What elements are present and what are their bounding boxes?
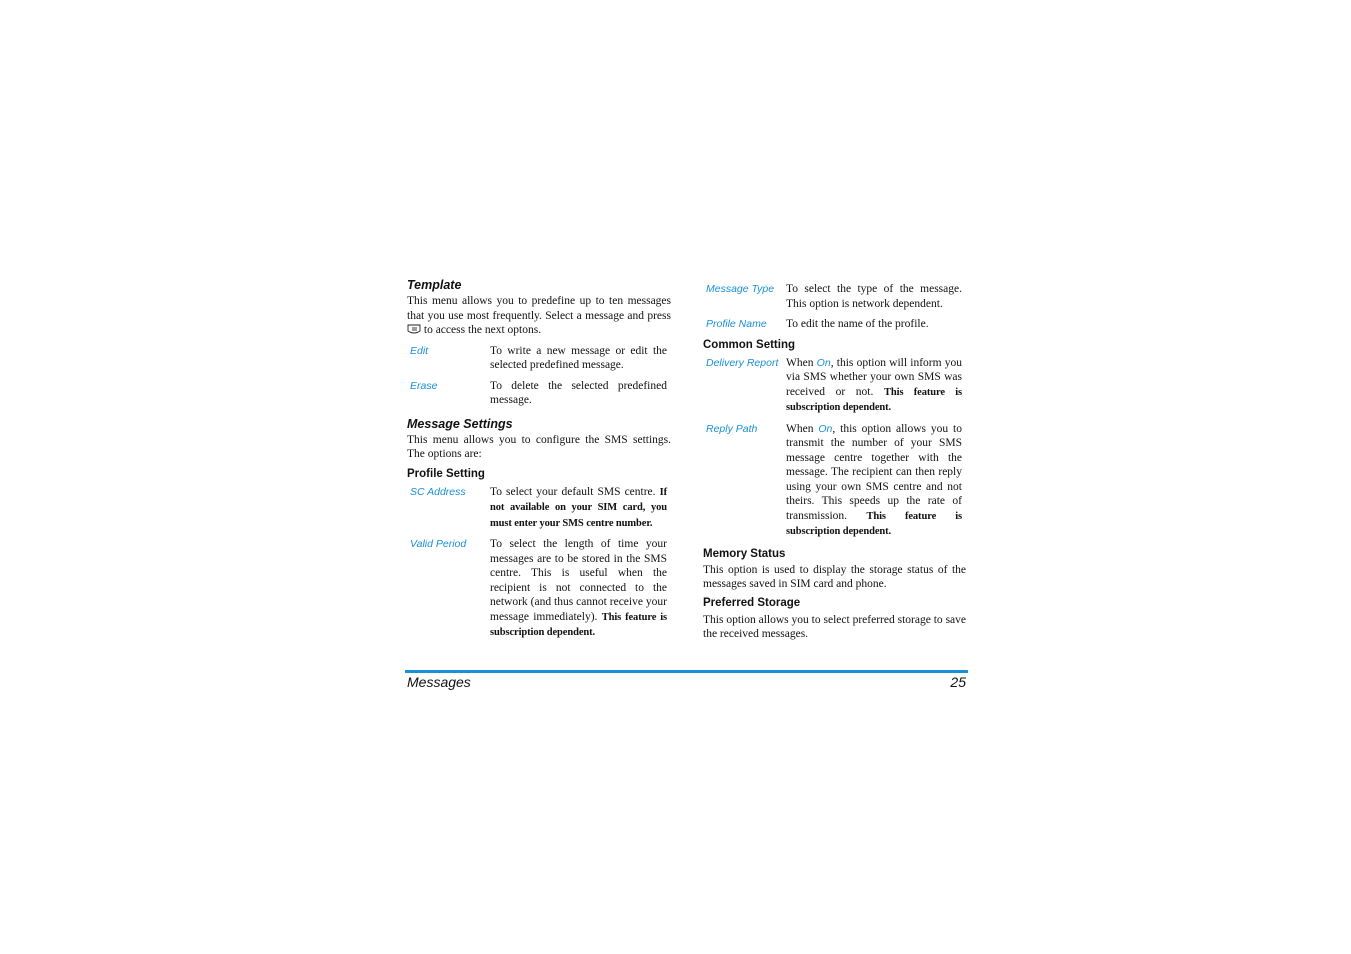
valid-period-note: This feature is subscription dependent. [490, 611, 667, 638]
template-intro-start: This menu allows you to predefine up to ten messages that you use most frequently. Select a message and press [407, 295, 671, 322]
right-column [703, 282, 966, 642]
option-desc-reply-path [786, 422, 966, 546]
option-name-edit: Edit [410, 344, 429, 357]
option-name-profile-name: Profile Name [706, 318, 767, 330]
delivery-report-desc: , this option will inform you via SMS whether your own SMS was received or not. [786, 356, 962, 398]
option-desc-sc-address [490, 485, 671, 538]
preferred-storage-heading: Preferred Storage [703, 596, 801, 609]
option-name-erase: Erase [410, 379, 438, 392]
option-desc-valid-period [490, 537, 671, 647]
delivery-report-when: When [786, 356, 814, 369]
valid-period-desc: To select the length of time your messages are to be stored in the SMS centre. This is useful when the recipient is not connected to the network (and thus cannot receive your message immediately). [490, 538, 667, 623]
preferred-storage-text: This option allows you to select preferred storage to save the received messages. [703, 613, 966, 640]
option-name-reply-path: Reply Path [706, 422, 758, 435]
option-row-valid-period [407, 537, 671, 647]
option-desc-edit: To write a new message or edit the selected predefined message. [490, 344, 667, 371]
left-column [407, 277, 671, 647]
footer-rule [405, 670, 968, 673]
delivery-report-on: On [816, 356, 831, 369]
reply-path-note: This feature is subscription dependent. [786, 510, 962, 537]
delivery-report-note: This feature is subscription dependent. [786, 386, 963, 413]
option-row-profile-name [703, 317, 966, 338]
memory-status-text: This option is used to display the storage status of the messages saved in SIM card and phone. [703, 563, 966, 590]
message-settings-heading: Message Settings [407, 416, 513, 431]
reply-path-when: When [786, 422, 814, 435]
template-intro [407, 294, 671, 338]
option-row-reply-path [703, 422, 966, 546]
memory-status-heading: Memory Status [703, 547, 786, 560]
message-settings-intro: This menu allows you to configure the SMS settings. The options are: [407, 433, 671, 460]
menu-key-icon [407, 324, 421, 335]
template-heading: Template [407, 278, 462, 292]
reply-path-on: On [818, 422, 833, 435]
footer-page-number: 25 [950, 674, 966, 690]
option-name-message-type: Message Type [706, 283, 775, 295]
template-options [407, 344, 671, 414]
option-row-erase [407, 379, 671, 414]
profile-setting-heading: Profile Setting [407, 467, 485, 480]
common-setting-heading: Common Setting [703, 338, 795, 351]
sc-address-desc: To select your default SMS centre. [490, 485, 656, 498]
option-desc-erase: To delete the selected predefined message. [490, 379, 667, 406]
template-intro-end: to access the next optons. [423, 324, 542, 336]
option-row-edit [407, 344, 671, 379]
option-name-valid-period: Valid Period [410, 538, 467, 550]
sc-address-note: If not available on your SIM card, you must enter your SMS centre number. [490, 486, 667, 529]
footer-section-title: Messages [407, 674, 471, 690]
option-row-sc-address [407, 485, 671, 538]
option-desc-profile-name: To edit the name of the profile. [786, 318, 929, 330]
option-name-delivery-report: Delivery Report [706, 356, 779, 369]
option-row-message-type [703, 282, 966, 317]
option-desc-delivery-report [786, 356, 966, 422]
option-name-sc-address: SC Address [410, 485, 466, 498]
common-options [703, 356, 966, 546]
profile-options-left [407, 485, 671, 647]
option-row-delivery-report [703, 356, 966, 422]
option-desc-message-type: To select the type of the message. This option is network dependent. [786, 283, 962, 310]
profile-options-right [703, 282, 966, 338]
reply-path-desc: , this option allows you to transmit the number of your SMS message centre together with the message. The recipient can then reply using your own SMS centre and not theirs. This speeds up the rate of transmission. [786, 422, 962, 522]
